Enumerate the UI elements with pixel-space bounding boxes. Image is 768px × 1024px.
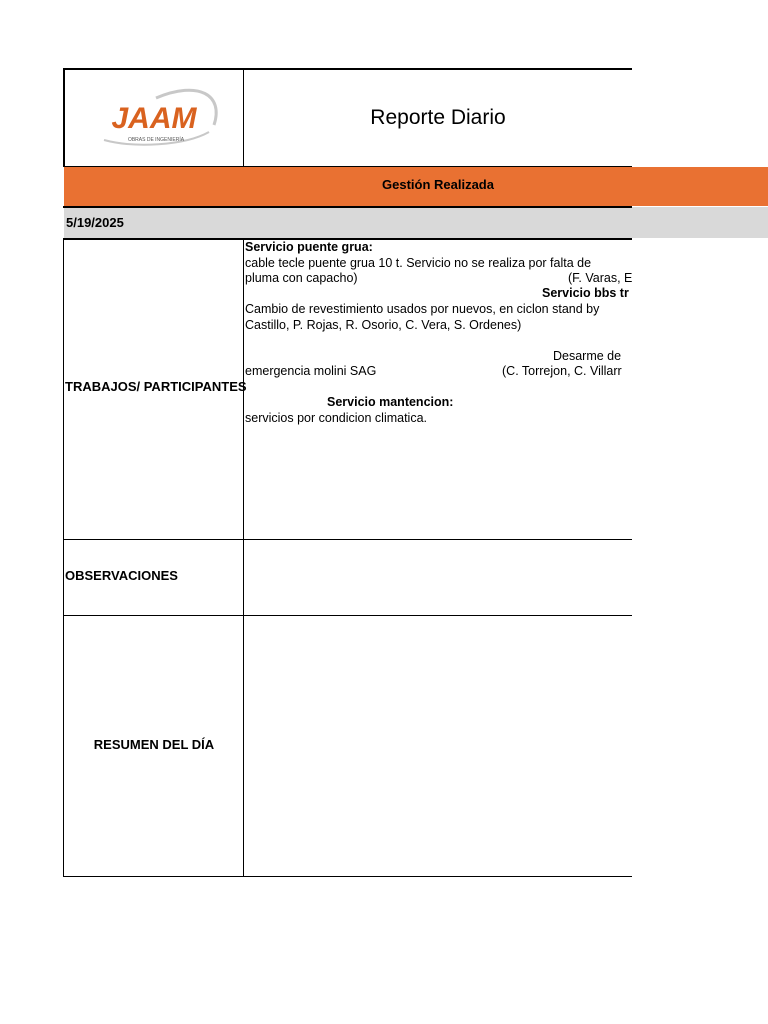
trabajos-content xyxy=(244,239,632,539)
trabajos-line-right: (C. Torrejon, C. Villarr xyxy=(502,364,622,378)
title-cell xyxy=(244,70,632,166)
divider xyxy=(63,615,632,616)
trabajos-line-right: (F. Varas, E xyxy=(568,271,632,285)
company-logo xyxy=(64,70,244,166)
trabajos-line: cable tecle puente grua 10 t. Servicio no se realiza por falta de xyxy=(245,256,592,270)
trabajos-line-right: Desarme de xyxy=(553,349,622,363)
border-top xyxy=(63,68,632,70)
page-title: Reporte Diario xyxy=(370,106,506,129)
trabajos-line: Castillo, P. Rojas, R. Osorio, C. Vera, S. Ordenes) xyxy=(245,318,522,332)
border-left xyxy=(63,68,65,166)
logo-cell xyxy=(64,70,244,166)
trabajos-line: servicios por condicion climatica. xyxy=(245,411,428,425)
divider xyxy=(63,238,632,240)
heading-mantencion: Servicio mantencion: xyxy=(327,395,454,409)
logo-text: JAAM xyxy=(111,102,197,135)
divider xyxy=(63,166,632,167)
section-band-label: Gestión Realizada xyxy=(382,177,494,192)
heading-puente-grua: Servicio puente grua: xyxy=(245,240,373,254)
report-date: 5/19/2025 xyxy=(66,215,124,230)
date-band xyxy=(64,207,768,238)
observaciones-label: OBSERVACIONES xyxy=(65,568,178,583)
trabajos-line: pluma con capacho) xyxy=(245,271,358,285)
border-bottom xyxy=(63,876,632,877)
heading-bbs: Servicio bbs tr xyxy=(542,286,629,300)
logo-subtext: OBRAS DE INGENIERÍA xyxy=(127,137,185,143)
trabajos-label: TRABAJOS/ PARTICIPANTES xyxy=(65,379,247,394)
column-divider xyxy=(243,238,244,877)
divider xyxy=(63,539,632,540)
trabajos-line: Cambio de revestimiento usados por nuevos, en ciclon stand by xyxy=(245,302,600,316)
section-band xyxy=(64,167,768,206)
border-left xyxy=(63,238,64,877)
resumen-label: RESUMEN DEL DÍA xyxy=(93,737,215,752)
trabajos-line: emergencia molini SAG xyxy=(245,364,377,378)
column-divider xyxy=(243,68,244,166)
divider xyxy=(63,206,632,208)
